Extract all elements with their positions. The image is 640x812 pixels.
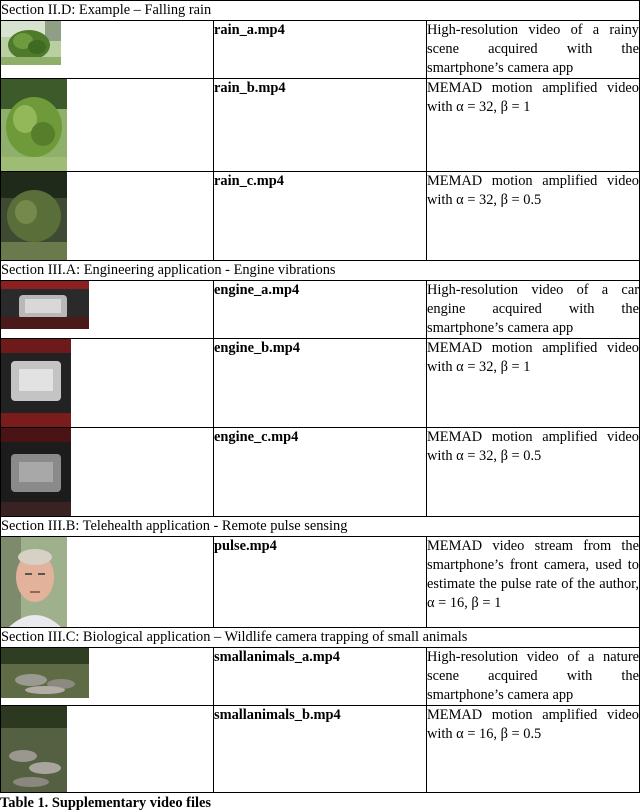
thumbnail-cell [1, 428, 214, 517]
table-row [1, 79, 640, 172]
face-thumbnail [1, 537, 213, 627]
file-description: MEMAD motion amplified video with α = 16, β = 0.5 [427, 706, 640, 793]
engine-thumbnail [1, 281, 213, 329]
shrub-thumbnail [1, 79, 213, 171]
table-row [1, 21, 640, 79]
shrub-thumbnail [1, 21, 213, 65]
section-heading-row [1, 517, 640, 537]
section-heading: Section III.C: Biological application – Wildlife camera trapping of small animals [1, 628, 640, 648]
thumbnail-cell [1, 21, 214, 79]
section-heading-row [1, 1, 640, 21]
file-description: High-resolution video of a rainy scene acquired with the smartphone’s camera app [427, 21, 640, 79]
thumbnail-cell [1, 339, 214, 428]
file-description: High-resolution video of a car engine acquired with the smartphone’s camera app [427, 281, 640, 339]
thumbnail-cell [1, 79, 214, 172]
file-description: MEMAD motion amplified video with α = 32, β = 0.5 [427, 172, 640, 261]
file-name: rain_c.mp4 [214, 172, 427, 261]
table-row [1, 339, 640, 428]
stream-thumbnail [1, 706, 213, 792]
file-name: pulse.mp4 [214, 537, 427, 628]
file-description: MEMAD video stream from the smartphone’s front camera, used to estimate the pulse rate of the author, α = 16, β = 1 [427, 537, 640, 628]
engine-thumbnail [1, 339, 213, 427]
section-heading: Section III.A: Engineering application - Engine vibrations [1, 261, 640, 281]
table-row [1, 537, 640, 628]
table-caption: Table 1. Supplementary video files [0, 795, 211, 811]
engine-thumbnail [1, 428, 213, 516]
file-name: engine_c.mp4 [214, 428, 427, 517]
table-row [1, 648, 640, 706]
section-heading: Section II.D: Example – Falling rain [1, 1, 640, 21]
section-heading-row [1, 261, 640, 281]
table-row [1, 172, 640, 261]
shrub-thumbnail [1, 172, 213, 260]
file-name: rain_b.mp4 [214, 79, 427, 172]
table-row [1, 706, 640, 793]
file-name: engine_b.mp4 [214, 339, 427, 428]
thumbnail-cell [1, 648, 214, 706]
file-name: engine_a.mp4 [214, 281, 427, 339]
file-description: MEMAD motion amplified video with α = 32, β = 1 [427, 79, 640, 172]
thumbnail-cell [1, 172, 214, 261]
file-name: smallanimals_a.mp4 [214, 648, 427, 706]
section-heading-row [1, 628, 640, 648]
table-row [1, 428, 640, 517]
section-heading: Section III.B: Telehealth application - Remote pulse sensing [1, 517, 640, 537]
thumbnail-cell [1, 281, 214, 339]
thumbnail-cell [1, 706, 214, 793]
table-row [1, 281, 640, 339]
file-description: MEMAD motion amplified video with α = 32, β = 1 [427, 339, 640, 428]
file-name: smallanimals_b.mp4 [214, 706, 427, 793]
thumbnail-cell [1, 537, 214, 628]
file-description: MEMAD motion amplified video with α = 32, β = 0.5 [427, 428, 640, 517]
file-description: High-resolution video of a nature scene acquired with the smartphone’s camera app [427, 648, 640, 706]
stream-thumbnail [1, 648, 213, 698]
file-name: rain_a.mp4 [214, 21, 427, 79]
